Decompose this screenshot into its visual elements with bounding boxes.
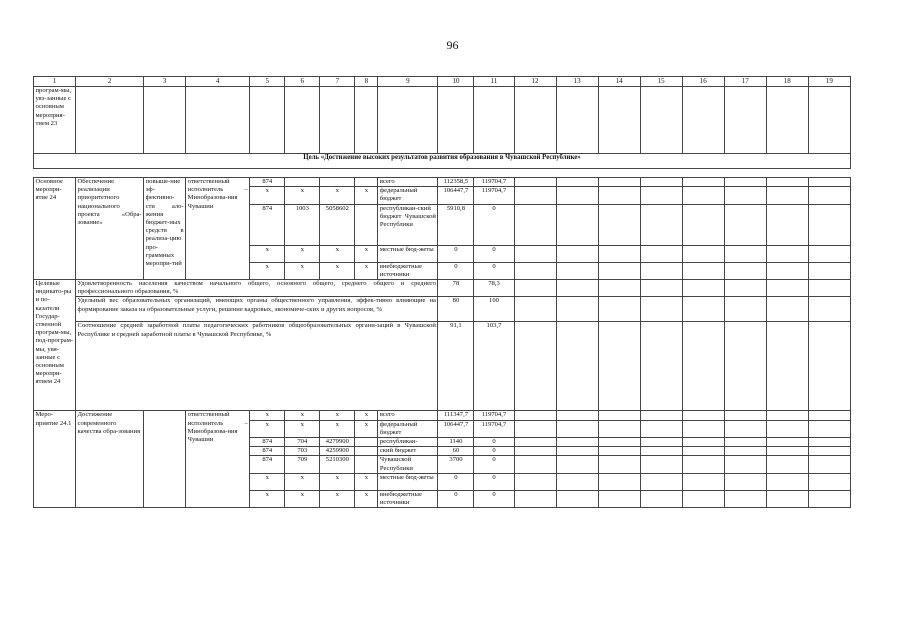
target-article-code: 4259900 — [320, 447, 355, 456]
empty-cell — [76, 87, 144, 154]
empty-cell — [766, 490, 808, 507]
carry-over-text: програм-мы, уяз-занные с основным мероприя-тием 23 — [34, 87, 76, 154]
indicator-row — [34, 280, 851, 297]
empty-cell — [808, 447, 850, 456]
expense-type-code: x — [355, 187, 378, 204]
empty-cell — [808, 490, 850, 507]
empty-cell — [808, 473, 850, 490]
empty-cell — [682, 204, 724, 245]
expense-type-code — [355, 447, 378, 456]
empty-cell — [682, 411, 724, 420]
event-executor: ответственный исполнитель – Минобразова-ния Чувашии — [186, 411, 250, 508]
grbs-code: x — [250, 262, 285, 279]
empty-cell — [808, 245, 850, 262]
empty-cell — [766, 178, 808, 187]
empty-cell — [682, 87, 724, 154]
funding-source: всего — [378, 178, 438, 187]
empty-cell — [598, 87, 640, 154]
empty-cell — [598, 420, 640, 437]
empty-cell — [514, 411, 556, 420]
expense-type-code — [355, 204, 378, 245]
column-number-14: 14 — [598, 77, 640, 87]
empty-cell — [640, 456, 682, 473]
grbs-code: 874 — [250, 204, 285, 245]
column-number-6: 6 — [285, 77, 320, 87]
empty-cell — [514, 187, 556, 204]
event-title: Достижение современного качества обра-зования — [76, 411, 144, 508]
section-code: 704 — [285, 438, 320, 447]
empty-cell — [556, 87, 598, 154]
empty-cell — [640, 187, 682, 204]
empty-cell — [285, 87, 320, 154]
empty-cell — [556, 178, 598, 187]
column-number-4: 4 — [186, 77, 250, 87]
event24-row — [34, 178, 851, 187]
value-col-11: 103,7 — [474, 322, 514, 411]
value-col-10: 111347,7 — [438, 411, 474, 420]
empty-cell — [766, 456, 808, 473]
event-result — [144, 411, 186, 508]
indicator-text: Удельный вес образовательных организаций, имеющих органы общественного управления, эффек-тивно влияющие на формирование заказа на образовательные услуги, решение кадровых, экономиче-ских и других вопросов, % — [76, 297, 438, 322]
grbs-code: x — [250, 473, 285, 490]
empty-cell — [682, 490, 724, 507]
empty-cell — [766, 447, 808, 456]
column-number-11: 11 — [474, 77, 514, 87]
empty-cell — [640, 420, 682, 437]
column-number-15: 15 — [640, 77, 682, 87]
empty-cell — [766, 280, 808, 297]
target-article-code: 5210300 — [320, 456, 355, 473]
gap-row — [34, 169, 851, 178]
event-executor: ответственный исполнитель – Минобразова-ния Чувашии — [186, 178, 250, 280]
empty-cell — [682, 438, 724, 447]
empty-cell — [808, 456, 850, 473]
empty-cell — [640, 473, 682, 490]
gap-cell — [34, 169, 851, 178]
empty-cell — [682, 245, 724, 262]
column-number-17: 17 — [724, 77, 766, 87]
empty-cell — [514, 87, 556, 154]
column-number-9: 9 — [378, 77, 438, 87]
funding-source: местные бюд-жеты — [378, 245, 438, 262]
empty-cell — [598, 204, 640, 245]
empty-cell — [640, 178, 682, 187]
grbs-code: x — [250, 420, 285, 437]
empty-cell — [766, 420, 808, 437]
expense-type-code — [355, 438, 378, 447]
empty-cell — [724, 490, 766, 507]
expense-type-code: x — [355, 490, 378, 507]
empty-cell — [724, 438, 766, 447]
empty-cell — [514, 447, 556, 456]
empty-cell — [186, 87, 250, 154]
empty-cell — [724, 178, 766, 187]
value-col-10: 0 — [438, 490, 474, 507]
empty-cell — [682, 322, 724, 411]
empty-cell — [766, 204, 808, 245]
funding-source: Чувашской Республики — [378, 456, 438, 473]
section-code: x — [285, 473, 320, 490]
empty-cell — [640, 280, 682, 297]
value-col-10: 91,1 — [438, 322, 474, 411]
target-article-code: x — [320, 187, 355, 204]
empty-cell — [556, 447, 598, 456]
carry-over-row — [34, 87, 851, 154]
target-article-code: x — [320, 473, 355, 490]
empty-cell — [682, 473, 724, 490]
section-code — [285, 178, 320, 187]
value-col-10: 106447,7 — [438, 420, 474, 437]
empty-cell — [724, 411, 766, 420]
value-col-11: 78,3 — [474, 280, 514, 297]
expense-type-code: x — [355, 473, 378, 490]
header-row — [34, 77, 851, 87]
empty-cell — [598, 490, 640, 507]
empty-cell — [355, 87, 378, 154]
target-article-code: x — [320, 411, 355, 420]
empty-cell — [320, 87, 355, 154]
column-number-8: 8 — [355, 77, 378, 87]
empty-cell — [808, 87, 850, 154]
empty-cell — [640, 490, 682, 507]
column-number-19: 19 — [808, 77, 850, 87]
empty-cell — [724, 456, 766, 473]
empty-cell — [598, 280, 640, 297]
grbs-code: x — [250, 245, 285, 262]
empty-cell — [724, 204, 766, 245]
empty-cell — [514, 322, 556, 411]
empty-cell — [598, 178, 640, 187]
empty-cell — [766, 322, 808, 411]
section-code: x — [285, 490, 320, 507]
grbs-code: 874 — [250, 438, 285, 447]
empty-cell — [598, 411, 640, 420]
section-code: x — [285, 262, 320, 279]
target-article-code: x — [320, 245, 355, 262]
column-number-5: 5 — [250, 77, 285, 87]
value-col-10: 5910,8 — [438, 204, 474, 245]
grbs-code: 874 — [250, 447, 285, 456]
goal-row — [34, 154, 851, 169]
value-col-11: 0 — [474, 262, 514, 279]
expense-type-code: x — [355, 411, 378, 420]
expense-type-code — [355, 456, 378, 473]
empty-cell — [640, 262, 682, 279]
empty-cell — [640, 447, 682, 456]
funding-source: федеральный бюджет — [378, 187, 438, 204]
empty-cell — [808, 204, 850, 245]
indicator-text: Соотношение средней заработной платы педагогических работников общеобразовательных органи-заций в Чувашской Республике и средней заработной платы в Чувашской Республике, % — [76, 322, 438, 411]
empty-cell — [724, 322, 766, 411]
indicator-row — [34, 322, 851, 411]
value-col-10: 112358,5 — [438, 178, 474, 187]
event241-row — [34, 411, 851, 420]
section-code: x — [285, 187, 320, 204]
empty-cell — [598, 322, 640, 411]
empty-cell — [640, 245, 682, 262]
empty-cell — [598, 187, 640, 204]
grbs-code: 874 — [250, 178, 285, 187]
empty-cell — [808, 322, 850, 411]
empty-cell — [438, 87, 474, 154]
column-number-13: 13 — [556, 77, 598, 87]
empty-cell — [378, 87, 438, 154]
empty-cell — [808, 262, 850, 279]
empty-cell — [598, 456, 640, 473]
column-number-2: 2 — [76, 77, 144, 87]
value-col-11: 0 — [474, 447, 514, 456]
event-name: Основное меропри-ятие 24 — [34, 178, 76, 280]
value-col-10: 0 — [438, 262, 474, 279]
empty-cell — [766, 411, 808, 420]
expense-type-code — [355, 178, 378, 187]
funding-source: всего — [378, 411, 438, 420]
program-table — [33, 76, 851, 508]
grbs-code: x — [250, 411, 285, 420]
empty-cell — [514, 204, 556, 245]
empty-cell — [724, 187, 766, 204]
empty-cell — [598, 447, 640, 456]
indicator-text: Удовлетворенность населения качеством начального общего, основного общего, среднего общего и среднего профессионального образования, % — [77, 280, 436, 296]
value-col-11: 119704,7 — [474, 420, 514, 437]
empty-cell — [808, 411, 850, 420]
empty-cell — [598, 473, 640, 490]
empty-cell — [514, 280, 556, 297]
empty-cell — [808, 438, 850, 447]
empty-cell — [640, 87, 682, 154]
funding-source: ский бюджет — [378, 447, 438, 456]
target-article-code — [320, 178, 355, 187]
target-article-code: x — [320, 490, 355, 507]
empty-cell — [808, 420, 850, 437]
value-col-10: 106447,7 — [438, 187, 474, 204]
empty-cell — [556, 473, 598, 490]
empty-cell — [682, 187, 724, 204]
column-number-1: 1 — [34, 77, 76, 87]
empty-cell — [556, 245, 598, 262]
empty-cell — [766, 87, 808, 154]
expense-type-code: x — [355, 262, 378, 279]
value-col-11: 0 — [474, 245, 514, 262]
empty-cell — [514, 262, 556, 279]
empty-cell — [766, 187, 808, 204]
funding-source: внебюджетные источники — [378, 262, 438, 279]
empty-cell — [682, 280, 724, 297]
empty-cell — [250, 87, 285, 154]
empty-cell — [514, 178, 556, 187]
empty-cell — [808, 280, 850, 297]
empty-cell — [514, 438, 556, 447]
empty-cell — [640, 322, 682, 411]
empty-cell — [724, 297, 766, 322]
empty-cell — [682, 297, 724, 322]
section-code: 709 — [285, 456, 320, 473]
empty-cell — [724, 420, 766, 437]
grbs-code: x — [250, 187, 285, 204]
empty-cell — [766, 262, 808, 279]
empty-cell — [724, 245, 766, 262]
value-col-10: 78 — [438, 280, 474, 297]
value-col-11: 0 — [474, 456, 514, 473]
value-col-10: 0 — [438, 245, 474, 262]
indicators-label: Целевые индикато-ры и по-казатели Государ-ственной програм-мы, под-програм-мы, увя-занные с основным меропри-ятием 24 — [34, 280, 76, 411]
empty-cell — [514, 456, 556, 473]
empty-cell — [724, 473, 766, 490]
empty-cell — [598, 438, 640, 447]
expense-type-code: x — [355, 245, 378, 262]
grbs-code: x — [250, 490, 285, 507]
value-col-10: 60 — [438, 447, 474, 456]
column-number-7: 7 — [320, 77, 355, 87]
target-article-code: 5058602 — [320, 204, 355, 245]
column-number-16: 16 — [682, 77, 724, 87]
grbs-code: 874 — [250, 456, 285, 473]
section-code: 1003 — [285, 204, 320, 245]
value-col-11: 119704,7 — [474, 411, 514, 420]
empty-cell — [766, 245, 808, 262]
page-number: 96 — [446, 38, 459, 52]
empty-cell — [556, 490, 598, 507]
empty-cell — [766, 297, 808, 322]
empty-cell — [682, 420, 724, 437]
empty-cell — [724, 87, 766, 154]
value-col-11: 0 — [474, 438, 514, 447]
empty-cell — [556, 420, 598, 437]
section-code: x — [285, 411, 320, 420]
empty-cell — [144, 87, 186, 154]
indicator-row — [34, 297, 851, 322]
empty-cell — [556, 204, 598, 245]
column-number-10: 10 — [438, 77, 474, 87]
empty-cell — [724, 262, 766, 279]
target-article-code: 4279900 — [320, 438, 355, 447]
section-code: x — [285, 420, 320, 437]
empty-cell — [556, 187, 598, 204]
empty-cell — [598, 262, 640, 279]
empty-cell — [682, 178, 724, 187]
empty-cell — [808, 297, 850, 322]
empty-cell — [514, 297, 556, 322]
empty-cell — [640, 297, 682, 322]
value-col-11: 119704,7 — [474, 187, 514, 204]
empty-cell — [514, 490, 556, 507]
event-title: Обеспечение реализации приоритетного национального проекта «Обра-зование» — [76, 178, 144, 280]
empty-cell — [808, 187, 850, 204]
empty-cell — [682, 447, 724, 456]
empty-cell — [682, 456, 724, 473]
column-number-12: 12 — [514, 77, 556, 87]
empty-cell — [514, 473, 556, 490]
value-col-11: 0 — [474, 204, 514, 245]
value-col-11: 0 — [474, 490, 514, 507]
empty-cell — [556, 297, 598, 322]
empty-cell — [766, 438, 808, 447]
target-article-code: x — [320, 262, 355, 279]
goal-title: Цель «Достижение высоких результатов развития образования в Чувашской Республике» — [34, 154, 851, 169]
empty-cell — [598, 297, 640, 322]
funding-source: федеральный бюджет — [378, 420, 438, 437]
empty-cell — [474, 87, 514, 154]
value-col-10: 80 — [438, 297, 474, 322]
value-col-11: 0 — [474, 473, 514, 490]
empty-cell — [556, 322, 598, 411]
empty-cell — [640, 411, 682, 420]
empty-cell — [598, 245, 640, 262]
empty-cell — [556, 456, 598, 473]
value-col-10: 0 — [438, 473, 474, 490]
funding-source: республикан- — [378, 438, 438, 447]
empty-cell — [556, 280, 598, 297]
empty-cell — [682, 262, 724, 279]
section-code: 703 — [285, 447, 320, 456]
value-col-11: 100 — [474, 297, 514, 322]
target-article-code: x — [320, 420, 355, 437]
section-code: x — [285, 245, 320, 262]
funding-source: республикан-ский бюджет Чувашской Республики — [378, 204, 438, 245]
empty-cell — [808, 178, 850, 187]
column-number-18: 18 — [766, 77, 808, 87]
empty-cell — [640, 438, 682, 447]
empty-cell — [724, 447, 766, 456]
empty-cell — [514, 245, 556, 262]
empty-cell — [640, 204, 682, 245]
empty-cell — [556, 438, 598, 447]
empty-cell — [724, 280, 766, 297]
expense-type-code: x — [355, 420, 378, 437]
empty-cell — [514, 420, 556, 437]
empty-cell — [766, 473, 808, 490]
column-number-3: 3 — [144, 77, 186, 87]
funding-source: внебюджетные источники — [378, 490, 438, 507]
value-col-11: 119704,7 — [474, 178, 514, 187]
value-col-10: 3700 — [438, 456, 474, 473]
funding-source: местные бюд-жеты — [378, 473, 438, 490]
empty-cell — [556, 262, 598, 279]
event-result: повыше-ние эф-фективно-сти ало-жения бюджет-ных средств в реализа-цию про-граммных меропри-тий — [144, 178, 186, 280]
empty-cell — [556, 411, 598, 420]
value-col-10: 1140 — [438, 438, 474, 447]
event-name: Меро-приятие 24.1 — [34, 411, 76, 508]
